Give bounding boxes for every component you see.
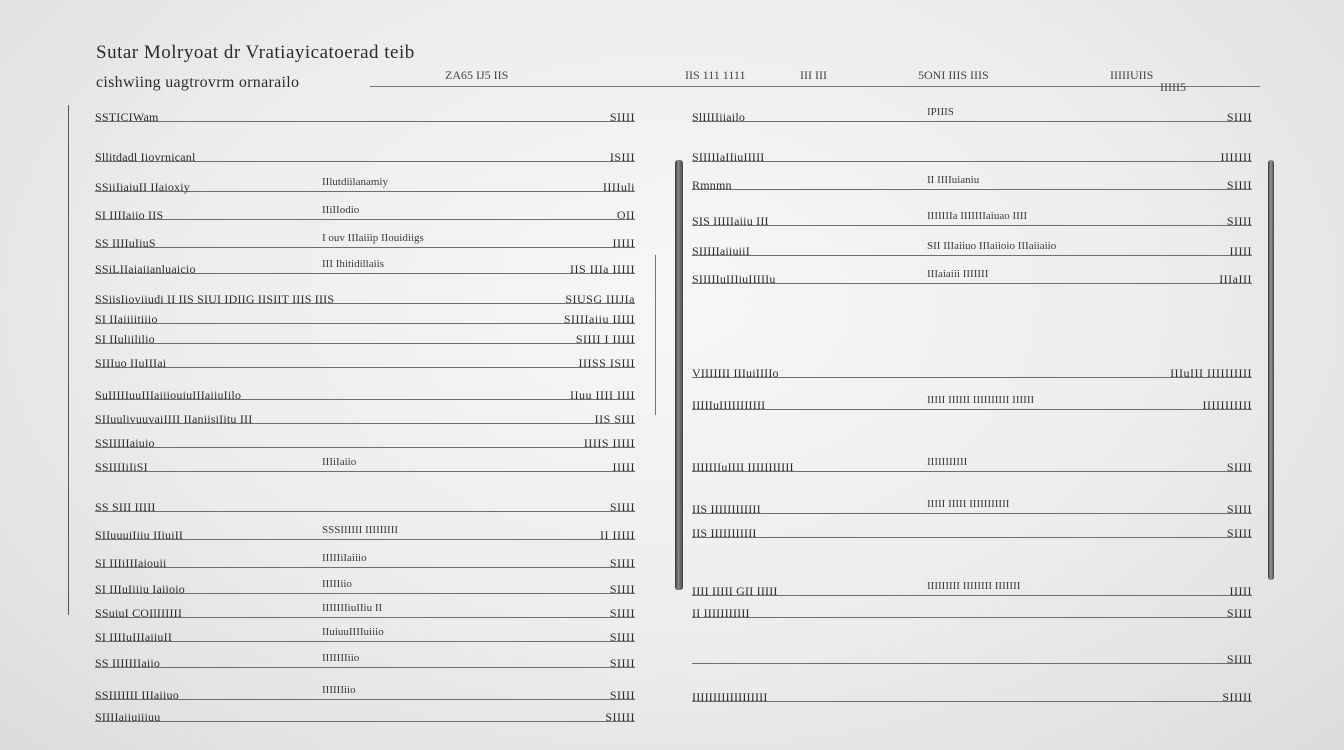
row-note: IIIIIIIII IIIIIIII IIIIIII [927,580,1021,592]
form-row [95,436,635,454]
row-note: IIIII IIIIII IIIIIIIIII IIIIII [927,394,1035,406]
row-note: IIuiuuIIIIuiiio [322,626,384,638]
form-row [692,106,1252,128]
form-row [692,268,1252,290]
form-row [95,578,635,600]
row-note: IIIIIiIaiiio [322,552,367,564]
row-note: SSSIIIIII IIIIIIIII [322,524,399,536]
row-value: SIIII [609,688,635,702]
header-label: IIS 111 1111 [685,68,746,82]
form-row [692,580,1252,602]
row-value: IIIIS IIIII [583,436,635,450]
form-row [95,552,635,574]
row-label: SI IIIIaiio IIS [95,208,164,222]
row-rule [95,471,635,472]
row-rule [95,721,635,722]
row-label: SSTICIWam [95,110,159,124]
row-note: IIIaiaiii IIIIIII [927,268,989,280]
row-value: SIIII [1226,652,1252,666]
header-rule [370,86,1260,87]
row-label: SIIIuo IIuIIIai [95,356,167,370]
row-label: SS IIIIIIIaiio [95,656,161,670]
row-rule [692,189,1252,190]
form-row [95,684,635,706]
row-value: SIIII I IIIII [575,332,635,346]
row-value: SIIII [609,556,635,570]
row-value: IIuu IIII IIII [570,388,635,402]
row-rule [692,255,1252,256]
row-rule [692,161,1252,162]
row-note: IIIIIIiio [322,684,356,696]
form-row [95,456,635,478]
row-label: SIIuuuiIiiu IIiuiII [95,528,184,542]
form-row [692,210,1252,232]
row-value: SIIII [609,582,635,596]
row-value: SIIII [1226,526,1252,540]
row-value: OII [616,208,635,222]
row-value: SIIII [609,606,635,620]
row-label: SI IIIiIIIaiouii [95,556,167,570]
row-value: IIIIuli [602,180,635,194]
row-value: SIIII [1226,502,1252,516]
row-rule [95,367,635,368]
row-note: III Ihitidillaiis [322,258,385,270]
form-row [95,652,635,674]
row-value: IIS IIIa IIIII [570,262,635,276]
row-value: SIIII [609,630,635,644]
row-note: IIIiIaiio [322,456,357,468]
row-label: IIIIIIIIIIIIIIIIII [692,690,768,704]
row-value: SIIII [1226,178,1252,192]
row-label: SSiLIIaiaiianluaicio [95,262,196,276]
row-value: SIIIII [1222,690,1252,704]
row-note: IIiIIodio [322,204,360,216]
row-label: SI IIaiiiitiiio [95,312,158,326]
row-rule [95,343,635,344]
page-subtitle: cishwiing uagtrovrm ornarailo [96,74,300,91]
row-value: IIIII [612,236,635,250]
row-label: VIIIIIII IIIuiIIIIo [692,366,779,380]
row-value: SIIII [1226,214,1252,228]
header-label: III III [800,68,827,82]
row-value: SIIII [1226,606,1252,620]
row-label: SlIIIIiiailo [692,110,746,124]
row-note: IIIIIIIa IIIIIIIaiuao IIII [927,210,1028,222]
row-value: SIIIII [605,710,635,724]
row-rule [95,247,635,248]
row-rule [692,537,1252,538]
form-row [692,394,1252,416]
form-row [692,456,1252,478]
row-rule [95,511,635,512]
row-label: SI IIuliililio [95,332,155,346]
form-row [95,110,635,128]
row-label: IIII IIIII GII IIIII [692,584,778,598]
form-row [692,652,1252,670]
row-label: SIIIIIaIIiuIIIII [692,150,765,164]
row-value: IIIIIII [1220,150,1252,164]
row-note: SII IIIaiiuo IIIaiioio IIIaiiaiio [927,240,1057,252]
row-value: SIIII [1226,110,1252,124]
form-row [95,292,635,310]
row-label: SIIIIaiiuiiiuu [95,710,161,724]
row-label: SSuiuI COIlIIIIII [95,606,183,620]
row-label: II IIIIIIIIIII [692,606,750,620]
row-value: IIIIIIIIIII [1202,398,1252,412]
row-note: IPIIIS [927,106,954,118]
form-row [95,388,635,406]
row-rule [692,513,1252,514]
form-row [95,332,635,350]
form-row [692,174,1252,196]
form-row [692,526,1252,544]
form-row [692,498,1252,520]
row-label: IIIIIIIuIIII IIIIIIIIIII [692,460,794,474]
header-label: IIIII5 [1160,80,1186,94]
row-label: SSiisIioviiudi II IIS SIUI IDIIG IISIIT IIIS IIIS [95,292,335,306]
header-label: IIIIIUIIS [1110,68,1154,82]
row-value: IIIII [1229,244,1252,258]
form-row [692,606,1252,624]
row-note: IIIIIiio [322,578,352,590]
row-rule [692,617,1252,618]
row-label: SIIIIIuIIIiuIIIIIu [692,272,776,286]
row-value: II IIIII [600,528,635,542]
row-value: ISIII [609,150,635,164]
row-label: SI IIIIuIIIaiiuII [95,630,173,644]
row-label: IIS IIIIIIIIIIII [692,502,761,516]
row-rule [95,219,635,220]
header-label: ZA65 IJ5 IIS [445,68,509,82]
form-row [95,176,635,198]
row-label: SI IIIuIiiiu Iaiioio [95,582,185,596]
row-rule [95,323,635,324]
form-row [95,150,635,168]
row-value: SIIIIaiiu IIIII [563,312,635,326]
left-margin-rule [68,105,69,615]
row-rule [692,225,1252,226]
row-label: SS IIIIuIiuS [95,236,156,250]
row-label: SIS IIIIIaiiu III [692,214,769,228]
form-row [692,690,1252,708]
form-row [95,312,635,330]
row-note: IIlutdiilanamiy [322,176,388,188]
form-row [95,356,635,374]
binding-rod-right [1268,160,1274,580]
row-value: IIIaIII [1219,272,1252,286]
row-label: SuIIIIIuuIIIaiiiouiuIIIaiiuIilo [95,388,242,402]
row-rule [95,447,635,448]
row-value: IIS SIII [594,412,635,426]
row-rule [692,409,1252,410]
row-value: IIISS ISIII [578,356,635,370]
row-label: SSIIIIIII IIIaiiuo [95,688,179,702]
row-note: I ouv IIIaiiip IIouidiigs [322,232,424,244]
row-label: SSIIIIiIiSI [95,460,148,474]
row-value: SIUSG IIIJIa [565,292,635,306]
row-rule [95,121,635,122]
row-note: II IIIIuianiu [927,174,980,186]
row-label: SS SIII IIIII [95,500,156,514]
row-value: IIIII [1229,584,1252,598]
binding-rod [675,160,683,590]
row-value: SIIII [1226,460,1252,474]
form-row [95,524,635,546]
row-label: SIIuulivuuvaiIIII IIaniisiIitu III [95,412,253,426]
row-label: Sllitdadl Iiovrnicanl [95,150,196,164]
form-row [95,412,635,430]
row-value: SIIII [609,110,635,124]
row-rule [692,701,1252,702]
row-value: IIIII [612,460,635,474]
row-label: IIIIIuIIIIIIIIIII [692,398,766,412]
row-label: SSiiIiaiuII IIaioxiy [95,180,190,194]
form-row [95,500,635,518]
row-value: SIIII [609,500,635,514]
form-row [95,602,635,624]
row-label: IIS IIIIIIIIIII [692,526,757,540]
row-rule [692,663,1252,664]
form-row [95,232,635,254]
form-row [95,710,635,728]
row-note: IIIII IIIII IIIIIIIIIII [927,498,1010,510]
row-note: IIIIIIIiuIIiu II [322,602,383,614]
form-row [692,366,1252,384]
row-label: SIIIIIaiiuiiI [692,244,750,258]
form-row [95,626,635,648]
row-note: IIIIIIIIIII [927,456,968,468]
row-value: IIIuIII IIIIIIIIII [1170,366,1252,380]
row-rule [692,121,1252,122]
row-label: Rmnmn [692,178,732,192]
row-value: SIIII [609,656,635,670]
row-rule [95,567,635,568]
header-label: 5ONI IIIS IIIS [918,68,989,82]
form-row [95,204,635,226]
form-row [95,258,635,280]
page-title: Sutar Molryoat dr Vratiayicatoerad teib [96,42,415,63]
column-divider [655,255,656,415]
row-label: SSIIIIIaiuio [95,436,155,450]
row-note: IIIIIIIiio [322,652,360,664]
row-rule [95,667,635,668]
form-row [692,150,1252,168]
form-row [692,240,1252,262]
